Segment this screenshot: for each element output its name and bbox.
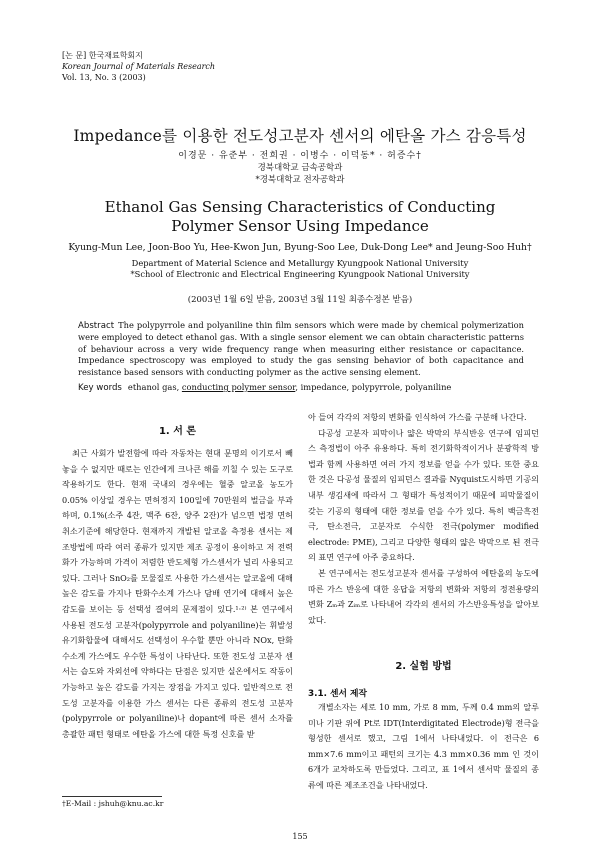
- paragraph: 아 들여 각각의 저항의 변화를 인식하여 가스를 구분해 나간다.: [308, 412, 527, 422]
- subsection-heading-sensor-fabrication: 3.1. 센서 제작: [308, 689, 368, 699]
- keywords-label: Key words: [78, 383, 122, 393]
- title-en-line-1: Ethanol Gas Sensing Characteristics of Conducting: [104, 198, 496, 216]
- authors-english: Kyung-Mun Lee, Joon-Boo Yu, Hee-Kwon Jun, Byung-Soo Lee, Duk-Dong Lee* and Jeung-Soo Huh†: [68, 242, 532, 253]
- title-english: [0, 198, 600, 236]
- abstract-text: The polypyrrole and polyaniline thin film sensors which were made by chemical polymerization were employed to detect ethanol gas. With a single sensor element we can obtain characteristic patterns of behaviour across a very wide frequency range when measuring either resistance or capacitance. Impedance spectroscopy was employed to study the gas sensing behavior of both capacitance and resistance based sensors with conducting polymer as the active sensing element.: [78, 320, 524, 377]
- paragraph: 최근 사회가 발전함에 따라 자동차는 현대 문명의 이기로서 빼놓을 수 없지만 때로는 인간에게 크나큰 해를 끼칠 수 있는 도구로 작용하기도 한다. 현재 국내의 경우에는 혈중 알코올 농도가 0.05% 이상일 경우는 면허정지 100일에 70만원의 벌금을 부과하며, 0.1%(소주 4잔, 맥주 6잔, 양주 2잔)가 넘으면 법정 면허 취소기준에 해당한다. 현재까지 개발된 알코올 측정용 센서는 제조방법에 따라 여러 종류가 있지만 제조 공정이 용이하고 저 전력화가 가능하며 가격이 저렴한 반도체형 가스센서가 널리 사용되고 있다. 그러나 SnO₂를 모물질로 사용한 가스센서는 알코올에 대해 높은 감도를 가지나 탄화수소계 가스나 담배 연기에 대해서 높은 감도를 보이는 등 선택성 결여의 문제점이 있다.¹·²⁾ 본 연구에서 사용된 전도성 고분자(polypyrrole and polyaniline)는 휘발성유기화합물에 대해서도 선택성이 우수할 뿐만 아니라 NOx, 탄화수소계 가스에도 우수한 특성이 나타난다. 또한 전도성 고분자 센서는 습도와 자외선에 약하다는 단점은 있지만 실온에서도 작동이 가능하고 높은 감도를 가지는 장점을 가지고 있다. 일반적으로 전도성 고분자를 이용한 가스 센서는 다른 종류의 전도성 고분자(polypyrrole or polyaniline)나 dopant에 따른 센서 소자를 총괄한 패턴 형태로 에탄올 가스에 대한 특정 신호를 받: [62, 448, 293, 739]
- journal-header: [62, 50, 215, 83]
- keywords-underlined: conducting polymer sensor: [181, 382, 296, 392]
- journal-name-en: Korean Journal of Materials Research: [62, 62, 216, 71]
- affiliation-en-2: *School of Electronic and Electrical Engineering Kyungpook National University: [130, 269, 470, 279]
- page-number: 155: [292, 832, 308, 841]
- abstract: [78, 320, 524, 378]
- received-dates: (2003년 1월 6일 받음, 2003년 3월 11일 최종수정본 받음): [187, 295, 413, 305]
- right-column: [308, 410, 539, 628]
- abstract-label: Abstract: [78, 321, 115, 331]
- paragraph: 본 연구에서는 전도성고분자 센서를 구성하여 에탄올의 농도에 따른 가스 반응에 대한 응답을 저항의 변화와 저항의 정전용량의 변화 Zₘ과 Zᵢₘ로 나타내어 각각의 센서의 가스반응특성을 알아보았다.: [308, 567, 539, 625]
- section-heading-methods: 2. 실험 방법: [395, 661, 452, 672]
- footnote-email: †E-Mail : jshuh@knu.ac.kr: [62, 799, 164, 808]
- affiliations-korean: [0, 162, 600, 186]
- affiliation-en-1: Department of Material Science and Metallurgy Kyungpook National University: [131, 258, 469, 268]
- authors-korean: 이경문 · 유준부 · 전희권 · 이병수 · 이덕동* · 허증수†: [178, 151, 422, 161]
- affiliations-english: [0, 258, 600, 280]
- paragraph: 개별소자는 세로 10 mm, 가로 8 mm, 두께 0.4 mm의 알루미나 기판 위에 Pt로 IDT(Interdigitated Electrode)형 전극을 형성한 센서로 했고, 그림 1에서 나타내었다. 이 전극은 6 mm×7.6 mm이고 패턴의 크기는 4.3 mm×0.36 mm 인 것이 6개가 교차하도록 만들었다. 그리고, 표 1에서 센서막 물질의 종류에 따른 제조조건을 나타내었다.: [308, 702, 539, 790]
- affiliation-ko-2: *경북대학교 전자공학과: [255, 175, 345, 185]
- section-heading-introduction: 1. 서 론: [158, 426, 197, 437]
- title-en-line-2: Polymer Sensor Using Impedance: [171, 217, 429, 235]
- keywords: [78, 382, 524, 393]
- left-column: [62, 446, 293, 742]
- journal-volume: Vol. 13, No. 3 (2003): [62, 73, 146, 82]
- affiliation-ko-1: 경북대학교 금속공학과: [257, 163, 343, 173]
- paragraph: 다공성 고분자 피막이나 얇은 박막의 부식반응 연구에 임피던스 측정법이 아주 유용하다. 특히 전기화학적이거나 분광학적 방법과 함께 사용하면 여러 가지 정보를 얻을 수가 있다. 또한 중요한 것은 다공성 물질의 임피던스 결과를 Nyquist도시하면 기공의 내부 생김새에 따라서 그 형태가 특성적이기 때문에 피막물질이 갖는 기공의 형태에 대한 정보를 얻을 수가 있다. 특히 백금흑전극, 탄소전극, 고분자로 수식한 전극(polymer modified electrode: PME), 그리고 다양한 형태의 얇은 박막으로 된 전극의 표면 연구에 아주 중요하다.: [308, 427, 539, 563]
- keywords-post: , impedance, polypyrrole, polyaniline: [295, 382, 452, 392]
- journal-name-ko: [논 문] 한국재료학회지: [62, 51, 143, 60]
- title-korean: Impedance를 이용한 전도성고분자 센서의 에탄올 가스 감응특성: [73, 127, 527, 145]
- right-column-methods: [308, 700, 539, 794]
- keywords-pre: ethanol gas,: [127, 382, 182, 392]
- footnote-divider: [62, 796, 162, 797]
